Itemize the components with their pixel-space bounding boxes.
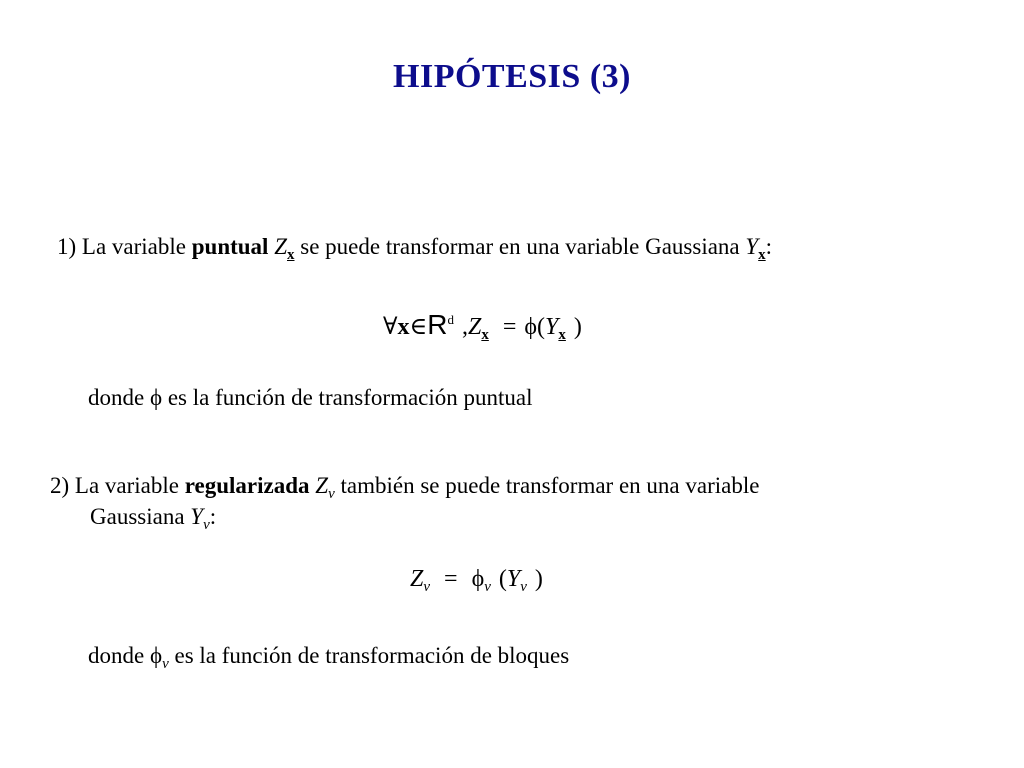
note2-phi-sub: v — [162, 656, 169, 672]
item2-middle: también se puede transformar en una variable — [334, 473, 760, 498]
item1-z: Z — [274, 234, 287, 259]
note-2 — [88, 641, 569, 671]
item1-middle: se puede transformar en una variable Gaussiana — [294, 234, 746, 259]
eq2-equals: = — [444, 566, 458, 592]
eq2-open-paren: ( — [498, 566, 507, 592]
item1-prefix: 1) La variable — [57, 234, 192, 259]
eq1-close-paren: ) — [573, 314, 582, 340]
eq1-phi: ϕ — [524, 314, 538, 340]
item2-y-sub: v — [203, 517, 210, 533]
eq2-y-sub: v — [520, 579, 527, 595]
eq1-dimension: d — [447, 312, 454, 327]
eq1-open-paren: ( — [537, 314, 546, 340]
eq1-y: Y — [545, 314, 559, 340]
eq1-z-sub: x — [481, 327, 489, 343]
in-symbol: ∈ — [409, 314, 428, 340]
item2-z: Z — [315, 473, 329, 498]
item1-bold: puntual — [191, 234, 269, 259]
eq2-y: Y — [506, 566, 521, 592]
eq1-x: x — [397, 314, 410, 340]
note2-prefix: donde — [88, 643, 150, 668]
item1-y-sub: x — [758, 247, 766, 263]
note1-phi: ϕ — [149, 385, 163, 410]
eq1-equals: = — [502, 314, 517, 340]
note1-prefix: donde — [88, 385, 150, 410]
hypothesis-1 — [57, 232, 772, 262]
hypothesis-2 — [50, 471, 759, 501]
eq2-close-paren: ) — [534, 566, 543, 592]
hypothesis-2-line2 — [90, 502, 216, 532]
eq2-phi-sub: v — [484, 579, 491, 595]
note-1 — [88, 383, 533, 413]
eq2-z: Z — [410, 566, 424, 592]
equation-2 — [410, 566, 543, 593]
note2-phi: ϕ — [149, 643, 163, 668]
eq1-comma: , — [461, 314, 468, 340]
item2-z-sub: v — [328, 486, 335, 502]
item1-z-sub: x — [287, 247, 295, 263]
item2-bold: regularizada — [184, 473, 310, 498]
item2-prefix: 2) La variable — [50, 473, 185, 498]
forall-symbol: ∀ — [383, 314, 398, 340]
item2-suffix: : — [209, 504, 217, 529]
item1-y: Y — [745, 234, 759, 259]
note1-suffix: es la función de transformación puntual — [162, 385, 533, 410]
eq1-y-sub: x — [558, 327, 566, 343]
item2-line2: Gaussiana — [90, 504, 191, 529]
eq2-z-sub: v — [423, 579, 431, 595]
note2-suffix: es la función de transformación de bloques — [168, 643, 570, 668]
equation-1 — [383, 309, 582, 341]
real-set-symbol: R — [427, 309, 448, 340]
item1-suffix: : — [765, 234, 773, 259]
slide-title: HIPÓTESIS (3) — [393, 58, 631, 95]
eq2-phi: ϕ — [471, 566, 485, 592]
item2-y: Y — [190, 504, 204, 529]
eq1-z: Z — [467, 314, 482, 340]
